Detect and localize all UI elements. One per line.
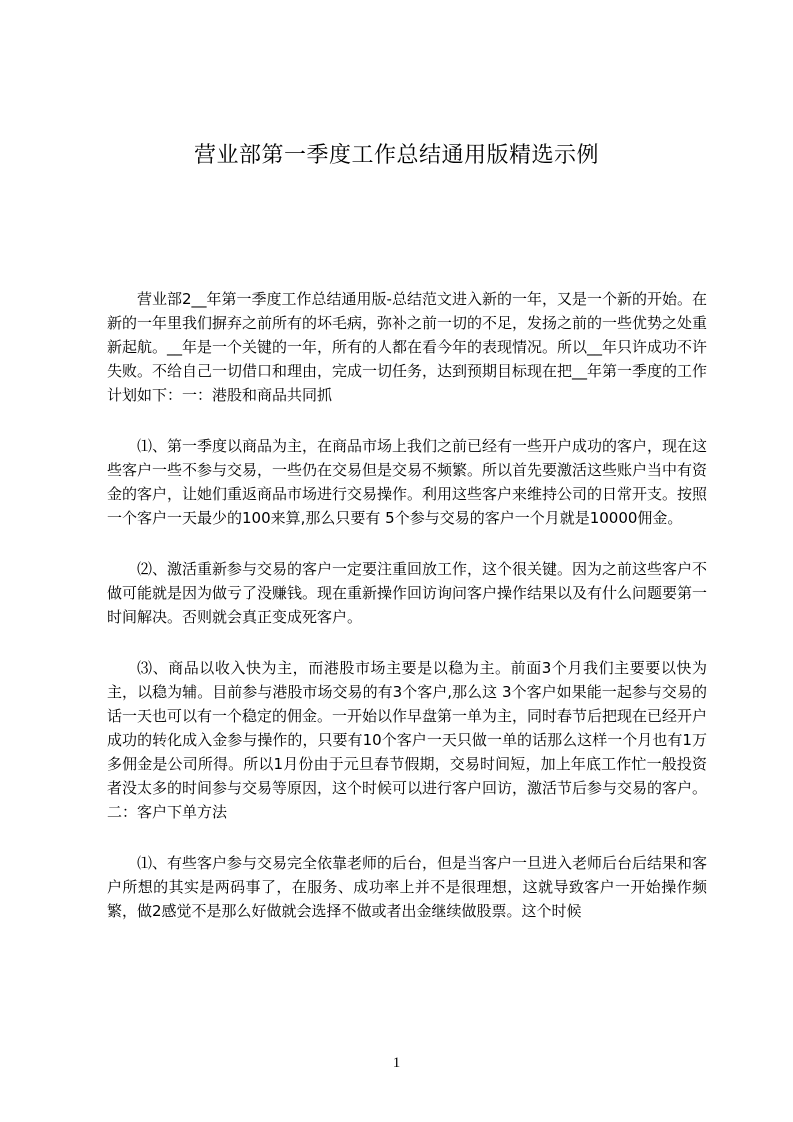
paragraph-item-1: ⑴、第一季度以商品为主，在商品市场上我们之前已经有一些开户成功的客户，现在这些客户一些不参与交易，一些仍在交易但是交易不频繁。所以首先要激活这些账户当中有资金的客户，让她们重返商品市场进行交易操作。利用这些客户来维持公司的日常开支。按照一个客户一天最少的100来算,那么只要有 5个参与交易的客户一个月就是10000佣金。 xyxy=(107,437,708,527)
page-number: 1 xyxy=(392,1055,401,1071)
document-title: 营业部第一季度工作总结通用版精选示例 xyxy=(193,143,599,168)
paragraph-order-method-1: ⑴、有些客户参与交易完全依靠老师的后台，但是当客户一旦进入老师后台后结果和客户所想的其实是两码事了，在服务、成功率上并不是很理想，这就导致客户一开始操作频繁，做2感觉不是那么好做就会选择不做或者出金继续做股票。这个时候 xyxy=(107,854,708,920)
document-body xyxy=(107,287,707,950)
paragraph-item-2: ⑵、激活重新参与交易的客户一定要注重回放工作，这个很关键。因为之前这些客户不做可能就是因为做亏了没赚钱。现在重新操作回访询问客户操作结果以及有什么问题要第一时间解决。否则就会真正变成死客户。 xyxy=(107,560,708,626)
paragraph-intro: 营业部2__年第一季度工作总结通用版-总结范文进入新的一年，又是一个新的开始。在新的一年里我们摒弃之前所有的坏毛病，弥补之前一切的不足，发扬之前的一些优势之处重新起航。__年是一个关键的一年，所有的人都在看今年的表现情况。所以__年只许成功不许失败。不给自己一切借口和理由，完成一切任务，达到预期目标现在把__年第一季度的工作计划如下：一：港股和商品共同抓 xyxy=(107,290,708,404)
paragraph-item-3: ⑶、商品以收入快为主，而港股市场主要是以稳为主。前面3个月我们主要要以快为主，以稳为辅。目前参与港股市场交易的有3个客户,那么这 3个客户如果能一起参与交易的话一天也可以有一个稳定的佣金。一开始以作早盘第一单为主，同时春节后把现在已经开户成功的转化成入金参与操作的，只要有10个客户一天只做一单的话那么这样一个月也有1万多佣金是公司所得。所以1月份由于元旦春节假期，交易时间短，加上年底工作忙一般投资者没太多的时间参与交易等原因，这个时候可以进行客户回访，激活节后参与交易的客户。二：客户下单方法 xyxy=(107,659,708,821)
